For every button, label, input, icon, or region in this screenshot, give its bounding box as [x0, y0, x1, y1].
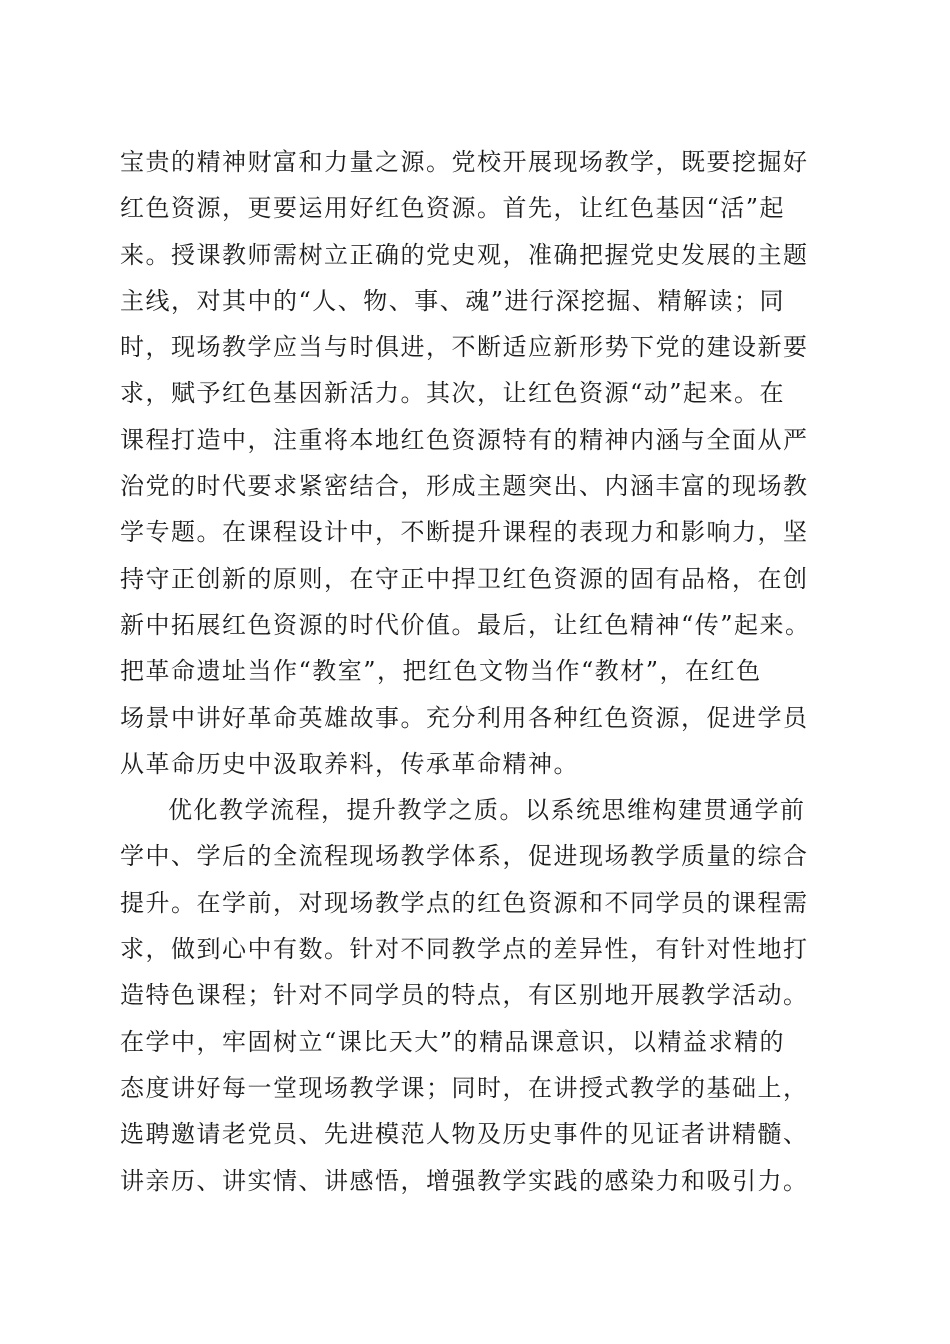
text-line: 治党的时代要求紧密结合，形成主题突出、内涵丰富的现场教	[120, 472, 809, 501]
text-line: 时，现场教学应当与时俱进，不断适应新形势下党的建设新要	[120, 333, 809, 362]
text-line: 讲亲历、讲实情、讲感悟，增强教学实践的感染力和吸引力。	[120, 1166, 809, 1195]
text-line: 求，赋予红色基因新活力。其次，让红色资源“动”起来。在	[120, 379, 786, 408]
text-line: 造特色课程；针对不同学员的特点，有区别地开展教学活动。	[120, 981, 809, 1010]
paragraph-first-line: 优化教学流程，提升教学之质。以系统思维构建贯通学前	[168, 796, 806, 825]
text-line: 来。授课教师需树立正确的党史观，准确把握党史发展的主题	[120, 240, 809, 269]
text-line: 持守正创新的原则，在守正中捍卫红色资源的固有品格，在创	[120, 564, 809, 593]
text-line: 新中拓展红色资源的时代价值。最后，让红色精神“传”起来。	[120, 610, 811, 639]
text-line: 场景中讲好革命英雄故事。充分利用各种红色资源，促进学员	[120, 703, 809, 732]
text-line: 态度讲好每一堂现场教学课；同时，在讲授式教学的基础上，	[120, 1073, 809, 1102]
text-line: 宝贵的精神财富和力量之源。党校开展现场教学，既要挖掘好	[120, 148, 809, 176]
text-line: 提升。在学前，对现场教学点的红色资源和不同学员的课程需	[120, 888, 809, 917]
text-line: 选聘邀请老党员、先进模范人物及历史事件的见证者讲精髓、	[120, 1120, 809, 1149]
text-line: 把革命遗址当作“教室”，把红色文物当作“教材”，在红色	[120, 657, 762, 686]
text-line: 学中、学后的全流程现场教学体系，促进现场教学质量的综合	[120, 842, 809, 871]
body-text	[120, 139, 840, 1204]
text-line: 学专题。在课程设计中，不断提升课程的表现力和影响力，坚	[120, 518, 809, 547]
text-line: 主线，对其中的“人、物、事、魂”进行深挖掘、精解读；同	[120, 286, 786, 315]
text-line: 红色资源，更要运用好红色资源。首先，让红色基因“活”起	[120, 194, 786, 223]
text-line: 求，做到心中有数。针对不同教学点的差异性，有针对性地打	[120, 935, 809, 964]
text-line: 课程打造中，注重将本地红色资源特有的精神内涵与全面从严	[120, 425, 809, 454]
text-line: 在学中，牢固树立“课比天大”的精品课意识，以精益求精的	[120, 1027, 786, 1056]
text-line: 从革命历史中汲取养料，传承革命精神。	[120, 749, 579, 778]
